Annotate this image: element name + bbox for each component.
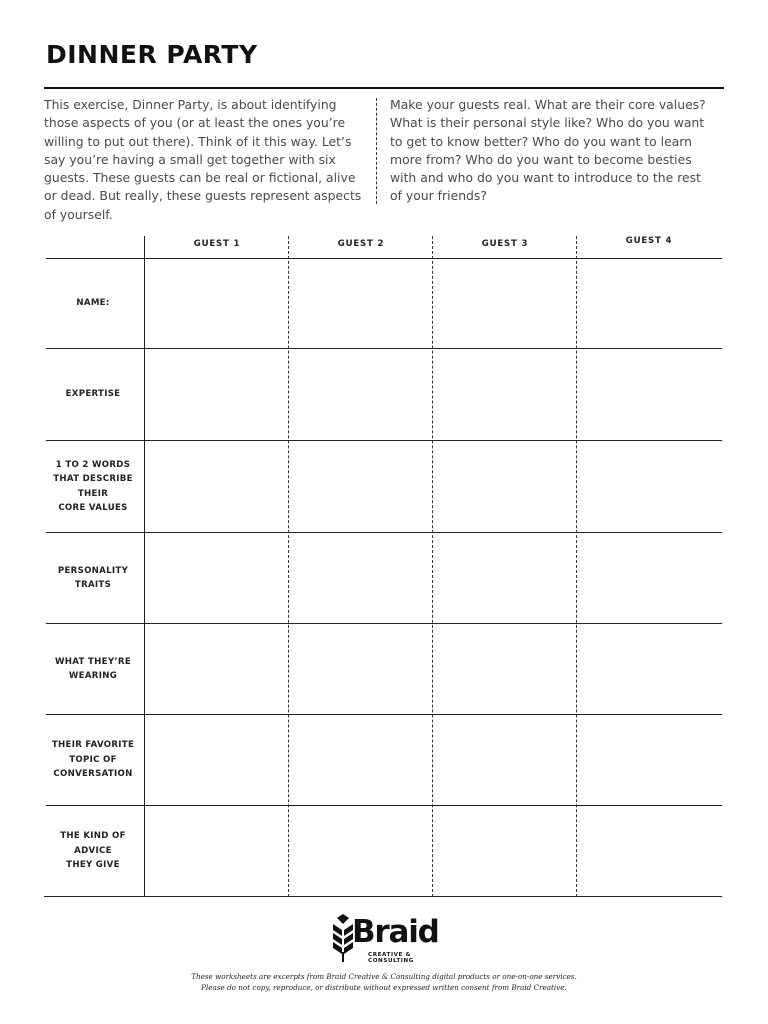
guest-4-expertise-cell[interactable] — [578, 350, 720, 439]
guest-1-name-cell[interactable] — [146, 260, 287, 347]
row-label-favorite-topic: THEIR FAVORITE TOPIC OF CONVERSATION — [51, 740, 135, 780]
column-header-guest-2: GUEST 2 — [337, 239, 385, 249]
guest-3-name-cell[interactable] — [434, 260, 575, 347]
guest-3-personality-cell[interactable] — [434, 534, 575, 622]
guest-2-advice-cell[interactable] — [290, 807, 431, 895]
row-label-advice: THE KIND OF ADVICE THEY GIVE — [60, 831, 126, 871]
guest-3-advice-cell[interactable] — [434, 807, 575, 895]
intro-divider — [376, 98, 377, 204]
column-header-guest-3: GUEST 3 — [481, 239, 529, 249]
footer-notice-line-1: These worksheets are excerpts from Braid Creative & Consulting digital products or one-on-one services. — [191, 972, 577, 981]
guest-1-topic-cell[interactable] — [146, 716, 287, 804]
page-title: DINNER PARTY — [46, 40, 258, 69]
logo-wordmark: Braid — [352, 914, 439, 950]
column-header-guest-1: GUEST 1 — [193, 239, 241, 249]
guest-4-advice-cell[interactable] — [578, 807, 720, 895]
intro-paragraph-left: This exercise, Dinner Party, is about identifying those aspects of you (or at least the ones you’re willing to put out there). Think of it this way. Let’s say you’re having a small get together with six guests. These guests can be real or fictional, alive or dead. But really, these guests represent aspects of yourself. — [44, 97, 362, 222]
guest-2-name-cell[interactable] — [290, 260, 431, 347]
column-divider — [576, 236, 577, 897]
column-header-guest-4: GUEST 4 — [625, 236, 673, 246]
guest-2-topic-cell[interactable] — [290, 716, 431, 804]
guest-3-expertise-cell[interactable] — [434, 350, 575, 439]
column-divider — [432, 236, 433, 897]
guest-3-topic-cell[interactable] — [434, 716, 575, 804]
guest-4-topic-cell[interactable] — [578, 716, 720, 804]
guest-4-wearing-cell[interactable] — [578, 625, 720, 713]
guest-worksheet-table — [44, 236, 722, 898]
table-bottom-rule — [44, 896, 722, 897]
footer-notice-line-2: Please do not copy, reproduce, or distribute without expressed written consent from Braid Creative. — [201, 983, 567, 992]
guest-1-wearing-cell[interactable] — [146, 625, 287, 713]
guest-2-core-values-cell[interactable] — [290, 442, 431, 531]
guest-4-name-cell[interactable] — [578, 260, 720, 347]
row-label-name: NAME: — [76, 298, 110, 309]
guest-1-expertise-cell[interactable] — [146, 350, 287, 439]
braid-logo — [330, 910, 448, 964]
row-label-wearing: WHAT THEY’RE WEARING — [54, 656, 131, 681]
row-label-core-values: 1 TO 2 WORDS THAT DESCRIBE THEIR CORE VALUES — [53, 459, 133, 513]
logo-tagline: CREATIVE & CONSULTING — [368, 952, 414, 964]
row-label-personality-traits: PERSONALITY TRAITS — [57, 565, 129, 590]
guest-1-core-values-cell[interactable] — [146, 442, 287, 531]
guest-3-wearing-cell[interactable] — [434, 625, 575, 713]
guest-4-core-values-cell[interactable] — [578, 442, 720, 531]
guest-2-expertise-cell[interactable] — [290, 350, 431, 439]
row-label-expertise: EXPERTISE — [65, 389, 121, 400]
guest-1-advice-cell[interactable] — [146, 807, 287, 895]
guest-3-core-values-cell[interactable] — [434, 442, 575, 531]
guest-1-personality-cell[interactable] — [146, 534, 287, 622]
guest-2-wearing-cell[interactable] — [290, 625, 431, 713]
guest-4-personality-cell[interactable] — [578, 534, 720, 622]
title-rule — [44, 87, 724, 89]
intro-paragraph-right: Make your guests real. What are their core values? What is their personal style like? Who do you want to get to know better? Who do you want to learn more from? Who do you want to become besties with and who do you want to introduce to the rest of your friends? — [390, 97, 706, 204]
column-divider — [288, 236, 289, 897]
guest-2-personality-cell[interactable] — [290, 534, 431, 622]
